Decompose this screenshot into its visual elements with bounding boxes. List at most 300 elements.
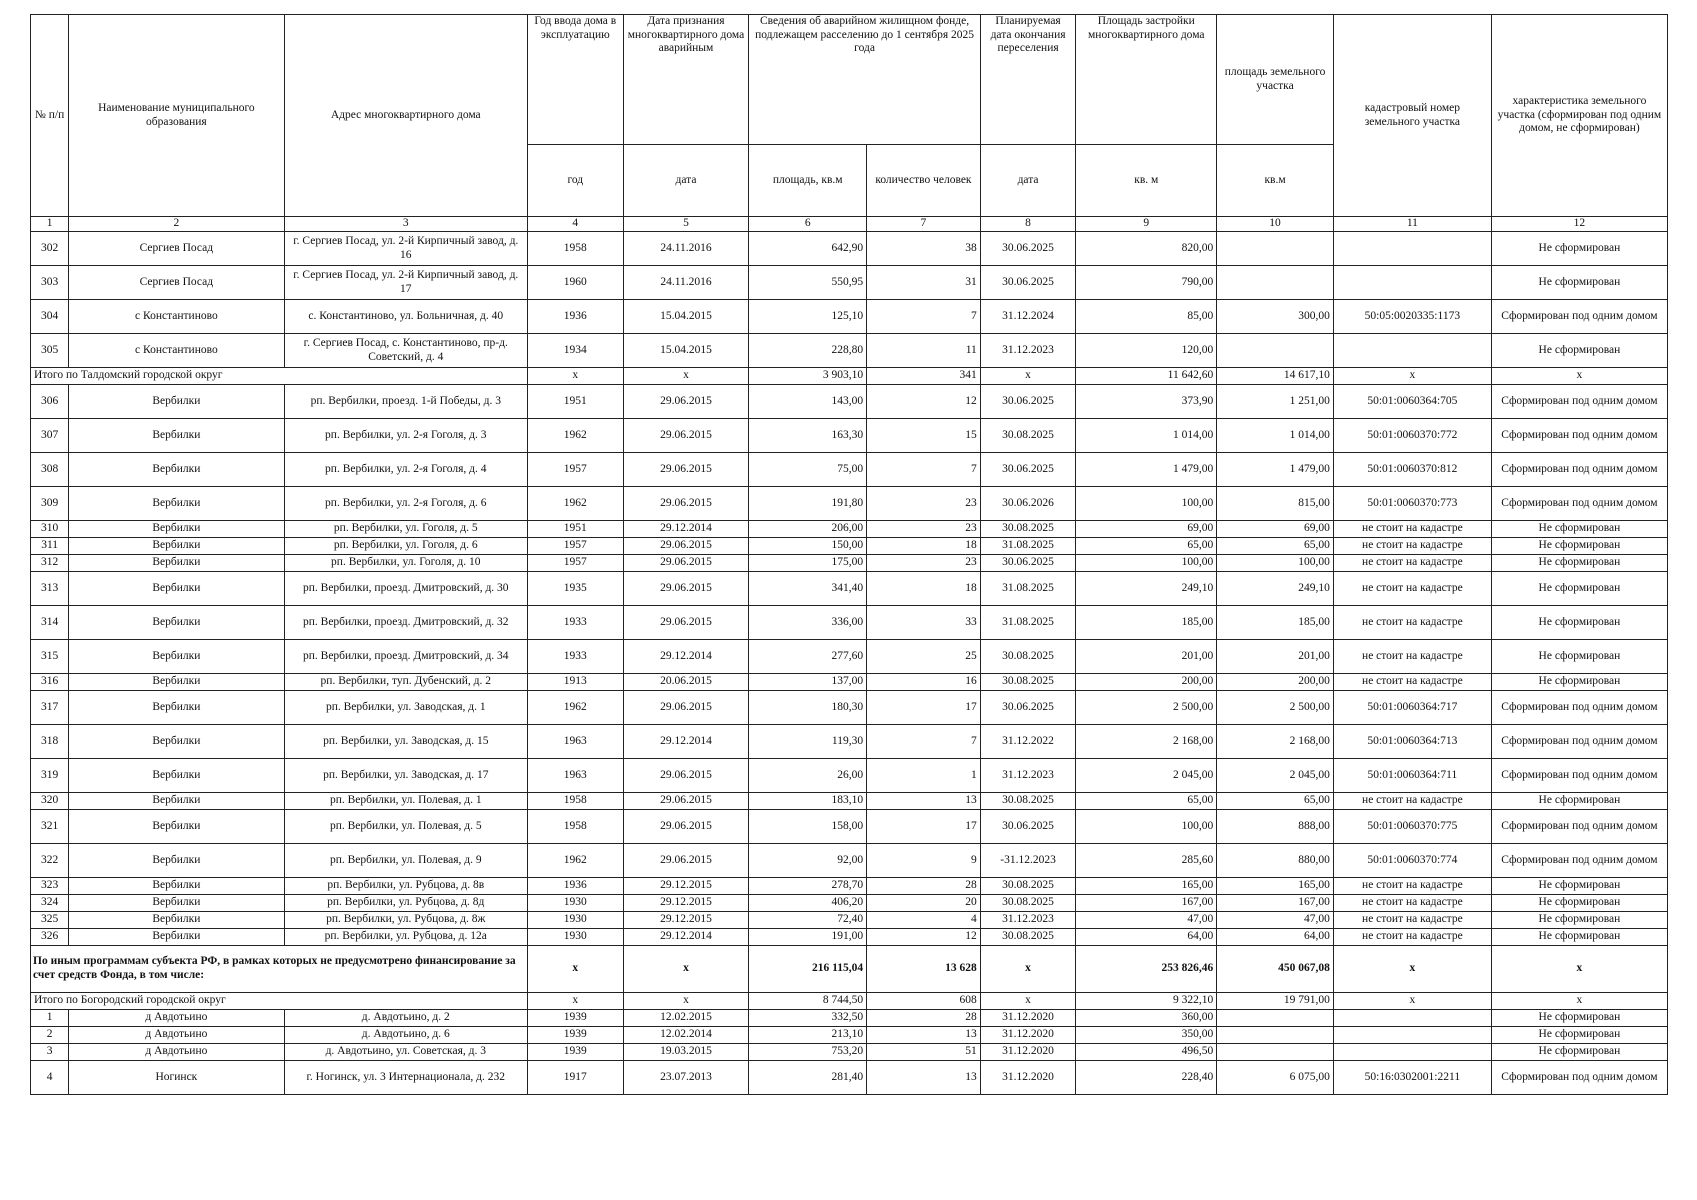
year-cell: 1957: [528, 453, 624, 487]
people-count-cell: 4: [867, 912, 981, 929]
area-cell: 158,00: [749, 810, 867, 844]
emergency-date-cell: 24.11.2016: [623, 266, 749, 300]
land-area-cell: [1217, 1044, 1334, 1061]
building-area-cell: 2 045,00: [1076, 759, 1217, 793]
section-total-row-cad: x: [1333, 946, 1491, 993]
land-area-cell: 201,00: [1217, 640, 1334, 674]
emergency-date-cell: 29.06.2015: [623, 810, 749, 844]
subtotal-row-build: 11 642,60: [1076, 368, 1217, 385]
row-number: 311: [31, 538, 69, 555]
subtotal-row-year: x: [528, 368, 624, 385]
table-row: [31, 538, 1668, 555]
municipality-cell: Вербилки: [69, 555, 284, 572]
address-cell: рп. Вербилки, туп. Дубенский, д. 2: [284, 674, 527, 691]
cadastral-number-cell: 50:01:0060370:774: [1333, 844, 1491, 878]
section-total-row-build: 253 826,46: [1076, 946, 1217, 993]
municipality-cell: Вербилки: [69, 691, 284, 725]
cadastral-number-cell: [1333, 266, 1491, 300]
land-area-cell: 1 251,00: [1217, 385, 1334, 419]
planned-date-cell: 30.08.2025: [980, 521, 1076, 538]
planned-date-cell: 30.08.2025: [980, 793, 1076, 810]
municipality-cell: Вербилки: [69, 453, 284, 487]
planned-date-cell: 30.08.2025: [980, 929, 1076, 946]
people-count-cell: 51: [867, 1044, 981, 1061]
address-cell: д. Авдотьино, д. 2: [284, 1010, 527, 1027]
year-cell: 1939: [528, 1010, 624, 1027]
land-characteristic-cell: Сформирован под одним домом: [1491, 487, 1667, 521]
header-planned-date: Планируемая дата окончания переселения: [980, 15, 1076, 145]
year-cell: 1958: [528, 793, 624, 810]
address-cell: рп. Вербилки, проезд. Дмитровский, д. 32: [284, 606, 527, 640]
people-count-cell: 1: [867, 759, 981, 793]
emergency-date-cell: 29.06.2015: [623, 759, 749, 793]
row-number: 310: [31, 521, 69, 538]
people-count-cell: 23: [867, 521, 981, 538]
area-cell: 75,00: [749, 453, 867, 487]
planned-date-cell: 31.08.2025: [980, 606, 1076, 640]
land-area-cell: [1217, 1027, 1334, 1044]
land-characteristic-cell: Сформирован под одним домом: [1491, 810, 1667, 844]
year-cell: 1962: [528, 419, 624, 453]
area-cell: 206,00: [749, 521, 867, 538]
emergency-date-cell: 29.06.2015: [623, 844, 749, 878]
subtotal-row-people: 608: [867, 993, 981, 1010]
municipality-cell: Вербилки: [69, 912, 284, 929]
cadastral-number-cell: [1333, 1044, 1491, 1061]
land-area-cell: 815,00: [1217, 487, 1334, 521]
address-cell: рп. Вербилки, проезд. 1-й Победы, д. 3: [284, 385, 527, 419]
planned-date-cell: 30.06.2025: [980, 810, 1076, 844]
cadastral-number-cell: не стоит на кадастре: [1333, 912, 1491, 929]
cadastral-number-cell: [1333, 1010, 1491, 1027]
cadastral-number-cell: 50:01:0060364:711: [1333, 759, 1491, 793]
emergency-date-cell: 29.06.2015: [623, 691, 749, 725]
section-total-row-land: 450 067,08: [1217, 946, 1334, 993]
section-total-row-plan: x: [980, 946, 1076, 993]
area-cell: 125,10: [749, 300, 867, 334]
area-cell: 119,30: [749, 725, 867, 759]
land-area-cell: 888,00: [1217, 810, 1334, 844]
table-header: [31, 15, 1668, 232]
people-count-cell: 23: [867, 555, 981, 572]
building-area-cell: 100,00: [1076, 555, 1217, 572]
address-cell: рп. Вербилки, ул. Заводская, д. 1: [284, 691, 527, 725]
people-count-cell: 20: [867, 895, 981, 912]
cadastral-number-cell: не стоит на кадастре: [1333, 606, 1491, 640]
row-number: 321: [31, 810, 69, 844]
area-cell: 642,90: [749, 232, 867, 266]
row-number: 302: [31, 232, 69, 266]
row-number: 320: [31, 793, 69, 810]
planned-date-cell: 30.06.2025: [980, 555, 1076, 572]
area-cell: 72,40: [749, 912, 867, 929]
planned-date-cell: 30.06.2025: [980, 385, 1076, 419]
column-index: 12: [1491, 217, 1667, 232]
land-area-cell: [1217, 266, 1334, 300]
people-count-cell: 28: [867, 1010, 981, 1027]
row-number: 317: [31, 691, 69, 725]
address-cell: д. Авдотьино, ул. Советская, д. 3: [284, 1044, 527, 1061]
table-row: [31, 572, 1668, 606]
subtotal-row-area: 3 903,10: [749, 368, 867, 385]
people-count-cell: 28: [867, 878, 981, 895]
section-total-row-area: 216 115,04: [749, 946, 867, 993]
planned-date-cell: 31.08.2025: [980, 538, 1076, 555]
land-area-cell: [1217, 334, 1334, 368]
address-cell: г. Сергиев Посад, ул. 2-й Кирпичный завод, д. 17: [284, 266, 527, 300]
table-row: [31, 810, 1668, 844]
people-count-cell: 7: [867, 300, 981, 334]
address-cell: рп. Вербилки, ул. Рубцова, д. 8д: [284, 895, 527, 912]
building-area-cell: 200,00: [1076, 674, 1217, 691]
year-cell: 1958: [528, 810, 624, 844]
subtotal-row-char: x: [1491, 368, 1667, 385]
emergency-date-cell: 29.06.2015: [623, 487, 749, 521]
land-characteristic-cell: Не сформирован: [1491, 1027, 1667, 1044]
row-number: 316: [31, 674, 69, 691]
land-characteristic-cell: Не сформирован: [1491, 572, 1667, 606]
land-characteristic-cell: Не сформирован: [1491, 878, 1667, 895]
row-number: 309: [31, 487, 69, 521]
building-area-cell: 249,10: [1076, 572, 1217, 606]
planned-date-cell: 30.06.2025: [980, 691, 1076, 725]
year-cell: 1933: [528, 640, 624, 674]
column-index: 2: [69, 217, 284, 232]
municipality-cell: Вербилки: [69, 572, 284, 606]
address-cell: рп. Вербилки, ул. Гоголя, д. 10: [284, 555, 527, 572]
table-row: [31, 759, 1668, 793]
land-area-cell: 2 500,00: [1217, 691, 1334, 725]
column-index: 7: [867, 217, 981, 232]
planned-date-cell: 31.12.2023: [980, 334, 1076, 368]
people-count-cell: 25: [867, 640, 981, 674]
subtotal-row-build: 9 322,10: [1076, 993, 1217, 1010]
cadastral-number-cell: 50:01:0060370:775: [1333, 810, 1491, 844]
municipality-cell: д Авдотьино: [69, 1044, 284, 1061]
land-area-cell: 167,00: [1217, 895, 1334, 912]
building-area-cell: 100,00: [1076, 487, 1217, 521]
subtotal-row: [31, 368, 1668, 385]
municipality-cell: д Авдотьино: [69, 1010, 284, 1027]
emergency-date-cell: 29.12.2014: [623, 929, 749, 946]
subheader-area: площадь, кв.м: [749, 145, 867, 217]
building-area-cell: 820,00: [1076, 232, 1217, 266]
land-area-cell: 165,00: [1217, 878, 1334, 895]
building-area-cell: 85,00: [1076, 300, 1217, 334]
area-cell: 278,70: [749, 878, 867, 895]
municipality-cell: Вербилки: [69, 640, 284, 674]
emergency-date-cell: 19.03.2015: [623, 1044, 749, 1061]
planned-date-cell: 31.12.2020: [980, 1061, 1076, 1095]
row-number: 322: [31, 844, 69, 878]
table-row: [31, 793, 1668, 810]
land-area-cell: 1 014,00: [1217, 419, 1334, 453]
land-characteristic-cell: Сформирован под одним домом: [1491, 1061, 1667, 1095]
column-index: 4: [528, 217, 624, 232]
people-count-cell: 13: [867, 1027, 981, 1044]
municipality-cell: Вербилки: [69, 521, 284, 538]
municipality-cell: Сергиев Посад: [69, 266, 284, 300]
subtotal-row-cad: x: [1333, 368, 1491, 385]
building-area-cell: 167,00: [1076, 895, 1217, 912]
area-cell: 143,00: [749, 385, 867, 419]
people-count-cell: 12: [867, 929, 981, 946]
municipality-cell: с Константиново: [69, 334, 284, 368]
planned-date-cell: -31.12.2023: [980, 844, 1076, 878]
year-cell: 1939: [528, 1027, 624, 1044]
subheader-building-sqm: кв. м: [1076, 145, 1217, 217]
building-area-cell: 496,50: [1076, 1044, 1217, 1061]
land-area-cell: 249,10: [1217, 572, 1334, 606]
subtotal-row-label: Итого по Талдомский городской округ: [31, 368, 528, 385]
emergency-date-cell: 20.06.2015: [623, 674, 749, 691]
subtotal-row-land: 19 791,00: [1217, 993, 1334, 1010]
building-area-cell: 360,00: [1076, 1010, 1217, 1027]
cadastral-number-cell: 50:01:0060370:773: [1333, 487, 1491, 521]
year-cell: 1936: [528, 878, 624, 895]
subtotal-row-plan: x: [980, 368, 1076, 385]
table-row: [31, 555, 1668, 572]
land-area-cell: 100,00: [1217, 555, 1334, 572]
people-count-cell: 7: [867, 453, 981, 487]
table-row: [31, 725, 1668, 759]
people-count-cell: 7: [867, 725, 981, 759]
year-cell: 1962: [528, 844, 624, 878]
planned-date-cell: 31.12.2023: [980, 759, 1076, 793]
land-characteristic-cell: Не сформирован: [1491, 266, 1667, 300]
building-area-cell: 64,00: [1076, 929, 1217, 946]
land-characteristic-cell: Не сформирован: [1491, 538, 1667, 555]
people-count-cell: 17: [867, 810, 981, 844]
emergency-date-cell: 29.06.2015: [623, 453, 749, 487]
building-area-cell: 65,00: [1076, 793, 1217, 810]
year-cell: 1930: [528, 912, 624, 929]
cadastral-number-cell: не стоит на кадастре: [1333, 929, 1491, 946]
year-cell: 1962: [528, 487, 624, 521]
subtotal-row-char: x: [1491, 993, 1667, 1010]
year-cell: 1960: [528, 266, 624, 300]
people-count-cell: 12: [867, 385, 981, 419]
subheader-year: год: [528, 145, 624, 217]
municipality-cell: Вербилки: [69, 725, 284, 759]
area-cell: 180,30: [749, 691, 867, 725]
row-number: 315: [31, 640, 69, 674]
land-characteristic-cell: Не сформирован: [1491, 895, 1667, 912]
area-cell: 281,40: [749, 1061, 867, 1095]
year-cell: 1951: [528, 521, 624, 538]
emergency-date-cell: 29.12.2015: [623, 912, 749, 929]
municipality-cell: Ногинск: [69, 1061, 284, 1095]
emergency-date-cell: 23.07.2013: [623, 1061, 749, 1095]
municipality-cell: Вербилки: [69, 606, 284, 640]
area-cell: 336,00: [749, 606, 867, 640]
land-characteristic-cell: Сформирован под одним домом: [1491, 759, 1667, 793]
row-number: 313: [31, 572, 69, 606]
municipality-cell: Вербилки: [69, 538, 284, 555]
emergency-date-cell: 29.06.2015: [623, 606, 749, 640]
year-cell: 1935: [528, 572, 624, 606]
subtotal-row-year: x: [528, 993, 624, 1010]
row-number: 324: [31, 895, 69, 912]
year-cell: 1913: [528, 674, 624, 691]
planned-date-cell: 30.06.2025: [980, 453, 1076, 487]
land-characteristic-cell: Не сформирован: [1491, 1044, 1667, 1061]
municipality-cell: Вербилки: [69, 419, 284, 453]
area-cell: 150,00: [749, 538, 867, 555]
emergency-date-cell: 29.12.2015: [623, 895, 749, 912]
municipality-cell: Вербилки: [69, 895, 284, 912]
address-cell: рп. Вербилки, ул. Полевая, д. 5: [284, 810, 527, 844]
address-cell: рп. Вербилки, ул. Рубцова, д. 8в: [284, 878, 527, 895]
land-characteristic-cell: Не сформирован: [1491, 555, 1667, 572]
planned-date-cell: 31.12.2022: [980, 725, 1076, 759]
address-cell: рп. Вербилки, ул. Заводская, д. 15: [284, 725, 527, 759]
emergency-date-cell: 29.06.2015: [623, 538, 749, 555]
area-cell: 183,10: [749, 793, 867, 810]
emergency-date-cell: 29.12.2015: [623, 878, 749, 895]
year-cell: 1934: [528, 334, 624, 368]
year-cell: 1939: [528, 1044, 624, 1061]
subheader-date: дата: [623, 145, 749, 217]
land-area-cell: 880,00: [1217, 844, 1334, 878]
area-cell: 228,80: [749, 334, 867, 368]
table-row: [31, 691, 1668, 725]
planned-date-cell: 30.06.2025: [980, 266, 1076, 300]
municipality-cell: Вербилки: [69, 674, 284, 691]
people-count-cell: 9: [867, 844, 981, 878]
land-area-cell: 64,00: [1217, 929, 1334, 946]
emergency-date-cell: 15.04.2015: [623, 300, 749, 334]
column-index: 9: [1076, 217, 1217, 232]
building-area-cell: 65,00: [1076, 538, 1217, 555]
table-row: [31, 640, 1668, 674]
table-row: [31, 419, 1668, 453]
column-index: 11: [1333, 217, 1491, 232]
table-row: [31, 606, 1668, 640]
land-characteristic-cell: Сформирован под одним домом: [1491, 844, 1667, 878]
section-total-row: [31, 946, 1668, 993]
subtotal-row-label: Итого по Богородский городской округ: [31, 993, 528, 1010]
section-total-row-label: По иным программам субъекта РФ, в рамках которых не предусмотрено финансирование за счет средств Фонда, в том числе:: [31, 946, 528, 993]
row-number: 305: [31, 334, 69, 368]
subtotal-row-cad: x: [1333, 993, 1491, 1010]
municipality-cell: Вербилки: [69, 385, 284, 419]
planned-date-cell: 30.08.2025: [980, 419, 1076, 453]
table-row: [31, 487, 1668, 521]
cadastral-number-cell: [1333, 1027, 1491, 1044]
area-cell: 332,50: [749, 1010, 867, 1027]
table-row: [31, 1044, 1668, 1061]
header-cadastral-number: кадастровый номер земельного участка: [1333, 15, 1491, 217]
table-row: [31, 929, 1668, 946]
municipality-cell: с Константиново: [69, 300, 284, 334]
table-row: [31, 266, 1668, 300]
land-characteristic-cell: Не сформирован: [1491, 929, 1667, 946]
subheader-people: количество человек: [867, 145, 981, 217]
header-land-characteristic: характеристика земельного участка (сформирован под одним домом, не сформирован): [1491, 15, 1667, 217]
address-cell: рп. Вербилки, ул. 2-я Гоголя, д. 3: [284, 419, 527, 453]
land-area-cell: 2 045,00: [1217, 759, 1334, 793]
land-characteristic-cell: Не сформирован: [1491, 1010, 1667, 1027]
emergency-date-cell: 29.12.2014: [623, 640, 749, 674]
people-count-cell: 31: [867, 266, 981, 300]
table-row: [31, 1061, 1668, 1095]
subheader-land-sqm: кв.м: [1217, 145, 1334, 217]
row-number: 326: [31, 929, 69, 946]
address-cell: рп. Вербилки, ул. 2-я Гоголя, д. 4: [284, 453, 527, 487]
area-cell: 550,95: [749, 266, 867, 300]
cadastral-number-cell: [1333, 232, 1491, 266]
planned-date-cell: 31.12.2023: [980, 912, 1076, 929]
table-row: [31, 674, 1668, 691]
land-characteristic-cell: Сформирован под одним домом: [1491, 385, 1667, 419]
address-cell: рп. Вербилки, ул. Полевая, д. 9: [284, 844, 527, 878]
row-number: 323: [31, 878, 69, 895]
cadastral-number-cell: не стоит на кадастре: [1333, 895, 1491, 912]
year-cell: 1930: [528, 895, 624, 912]
people-count-cell: 38: [867, 232, 981, 266]
planned-date-cell: 31.12.2020: [980, 1044, 1076, 1061]
land-area-cell: 2 168,00: [1217, 725, 1334, 759]
subtotal-row-date: x: [623, 368, 749, 385]
year-cell: 1951: [528, 385, 624, 419]
building-area-cell: 201,00: [1076, 640, 1217, 674]
area-cell: 213,10: [749, 1027, 867, 1044]
area-cell: 191,00: [749, 929, 867, 946]
area-cell: 92,00: [749, 844, 867, 878]
cadastral-number-cell: [1333, 334, 1491, 368]
planned-date-cell: 31.08.2025: [980, 572, 1076, 606]
building-area-cell: 1 014,00: [1076, 419, 1217, 453]
section-total-row-date: x: [623, 946, 749, 993]
building-area-cell: 2 168,00: [1076, 725, 1217, 759]
land-area-cell: 47,00: [1217, 912, 1334, 929]
column-index: 3: [284, 217, 527, 232]
table-row: [31, 453, 1668, 487]
column-index: 8: [980, 217, 1076, 232]
cadastral-number-cell: 50:01:0060370:772: [1333, 419, 1491, 453]
header-address: Адрес многоквартирного дома: [284, 15, 527, 217]
address-cell: рп. Вербилки, ул. Рубцова, д. 12а: [284, 929, 527, 946]
people-count-cell: 17: [867, 691, 981, 725]
land-area-cell: 65,00: [1217, 793, 1334, 810]
people-count-cell: 18: [867, 572, 981, 606]
municipality-cell: Вербилки: [69, 793, 284, 810]
cadastral-number-cell: не стоит на кадастре: [1333, 674, 1491, 691]
area-cell: 163,30: [749, 419, 867, 453]
cadastral-number-cell: 50:01:0060370:812: [1333, 453, 1491, 487]
year-cell: 1957: [528, 555, 624, 572]
row-number: 307: [31, 419, 69, 453]
land-characteristic-cell: Не сформирован: [1491, 640, 1667, 674]
area-cell: 341,40: [749, 572, 867, 606]
header-num: № п/п: [31, 15, 69, 217]
row-number: 318: [31, 725, 69, 759]
area-cell: 175,00: [749, 555, 867, 572]
row-number: 325: [31, 912, 69, 929]
area-cell: 191,80: [749, 487, 867, 521]
subtotal-row-date: x: [623, 993, 749, 1010]
year-cell: 1936: [528, 300, 624, 334]
building-area-cell: 1 479,00: [1076, 453, 1217, 487]
municipality-cell: Вербилки: [69, 844, 284, 878]
land-characteristic-cell: Не сформирован: [1491, 232, 1667, 266]
building-area-cell: 790,00: [1076, 266, 1217, 300]
land-characteristic-cell: Не сформирован: [1491, 674, 1667, 691]
year-cell: 1963: [528, 725, 624, 759]
table-row: [31, 895, 1668, 912]
table-row: [31, 385, 1668, 419]
